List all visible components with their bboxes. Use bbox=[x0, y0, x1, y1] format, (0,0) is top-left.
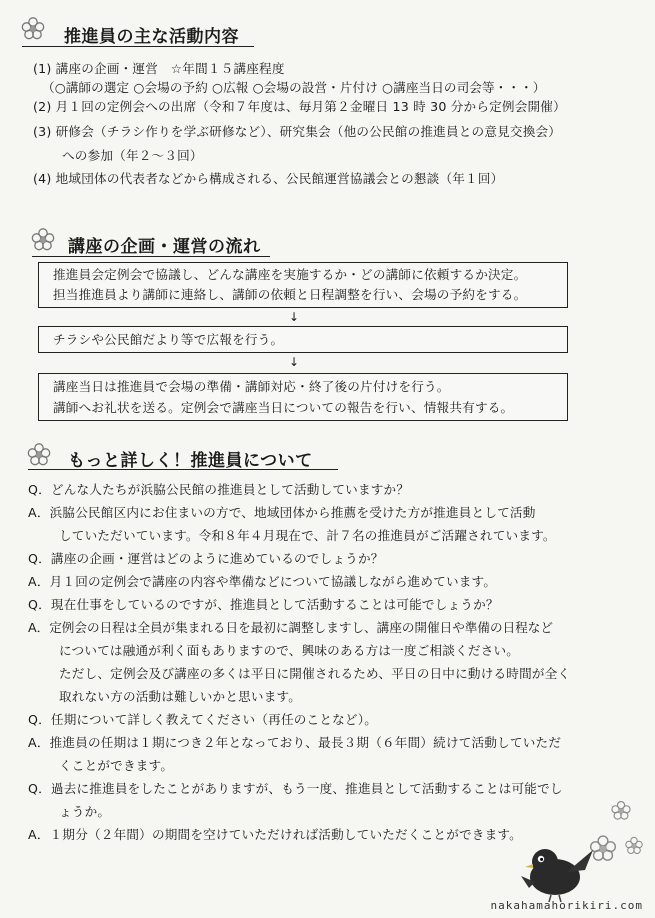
faq-a3: A．定例会の日程は全員が集まれる日を最初に調整しますし、講座の開催日や準備の日程など bbox=[28, 620, 553, 635]
flower-icon bbox=[30, 227, 56, 253]
heading-underline bbox=[28, 469, 338, 470]
heading-underline bbox=[32, 256, 270, 257]
activity-item-3: (3) 研修会（チラシ作りを学ぶ研修など）、研究集会（他の公民館の推進員との意見交換会） bbox=[33, 124, 562, 139]
heading-underline bbox=[22, 46, 254, 47]
faq-q1: Q．どんな人たちが浜脇公民館の推進員として活動していますか？ bbox=[28, 482, 410, 497]
flow-step-3-line-1: 講座当日は推進員で会場の準備・講師対応・終了後の片付けを行う。 bbox=[53, 379, 450, 394]
flower-icon bbox=[624, 836, 644, 856]
faq-q5: Q．過去に推進員をしたことがありますが、もう一度、推進員として活動することは可能でし bbox=[28, 781, 563, 796]
down-arrow-icon: ↓ bbox=[289, 355, 300, 369]
flow-step-3 bbox=[38, 373, 568, 421]
flower-icon bbox=[610, 800, 632, 822]
section-heading-activities: 推進員の主な活動内容 bbox=[64, 27, 239, 47]
section-heading-faq: もっと詳しく！推進員について bbox=[68, 451, 313, 471]
flow-step-3-line-2: 講師へお礼状を送る。定例会で講座当日についての報告を行い、情報共有する。 bbox=[53, 400, 514, 415]
faq-a3-cont-2: ただし、定例会及び講座の多くは平日に開催されるため、平日の日中に動ける時間が全く bbox=[59, 666, 571, 681]
faq-a4: A．推進員の任期は１期につき２年となっており、最長３期（６年間）続けて活動していただ bbox=[28, 735, 562, 750]
activity-item-2: (2) 月１回の定例会への出席（令和７年度は、毎月第２金曜日 13 時 30 分から定例会開催） bbox=[33, 99, 566, 114]
down-arrow-icon: ↓ bbox=[289, 310, 300, 324]
bird-illustration bbox=[515, 832, 601, 902]
activity-item-1-detail: （○講師の選定 ○会場の予約 ○広報 ○会場の設営・片付け ○講座当日の司会等・・・） bbox=[42, 80, 546, 95]
faq-a3-cont-3: 取れない方の活動は難しいかと思います。 bbox=[59, 689, 302, 704]
faq-a1: A．浜脇公民館区内にお住まいの方で、地域団体から推薦を受けた方が推進員として活動 bbox=[28, 505, 536, 520]
activity-item-3-cont: への参加（年２～３回） bbox=[62, 148, 203, 163]
faq-q4: Q．任期について詳しく教えてください（再任のことなど）。 bbox=[28, 712, 377, 727]
flower-icon bbox=[20, 16, 46, 42]
faq-a1-cont: していただいています。令和８年４月現在で、計７名の推進員がご活躍されています。 bbox=[59, 528, 556, 543]
flow-step-1-line-1: 推進員会定例会で協議し、どんな講座を実施するか・どの講師に依頼するか決定。 bbox=[53, 267, 527, 282]
flow-step-1-line-2: 担当推進員より講師に連絡し、講師の依頼と日程調整を行い、会場の予約をする。 bbox=[53, 287, 527, 302]
flow-step-2-line-1: チラシや公民館だより等で広報を行う。 bbox=[53, 332, 284, 347]
faq-q5-cont: ょうか。 bbox=[59, 804, 111, 819]
flower-icon bbox=[26, 442, 52, 468]
faq-q3: Q．現在仕事をしているのですが、推進員として活動することは可能でしょうか？ bbox=[28, 597, 499, 612]
flow-step-1 bbox=[38, 262, 568, 308]
faq-q2: Q．講座の企画・運営はどのように進めているのでしょうか？ bbox=[28, 551, 384, 566]
footer-url: nakahamahorikiri.com bbox=[490, 899, 643, 912]
activity-item-4: (4) 地域団体の代表者などから構成される、公民館運営協議会との懇談（年１回） bbox=[33, 171, 504, 186]
activity-item-1: (1) 講座の企画・運営 ☆年間１５講座程度 bbox=[33, 61, 285, 76]
faq-a5: A．１期分（２年間）の期間を空けていただければ活動していただくことができます。 bbox=[28, 827, 522, 842]
flow-step-2 bbox=[38, 326, 568, 353]
section-heading-flow: 講座の企画・運営の流れ bbox=[68, 237, 261, 257]
faq-a3-cont-1: については融通が利く面もありますので、興味のある方は一度ご相談ください。 bbox=[59, 643, 520, 658]
faq-a2: A．月１回の定例会で講座の内容や準備などについて協議しながら進めています。 bbox=[28, 574, 497, 589]
faq-a4-cont: くことができます。 bbox=[59, 758, 174, 773]
